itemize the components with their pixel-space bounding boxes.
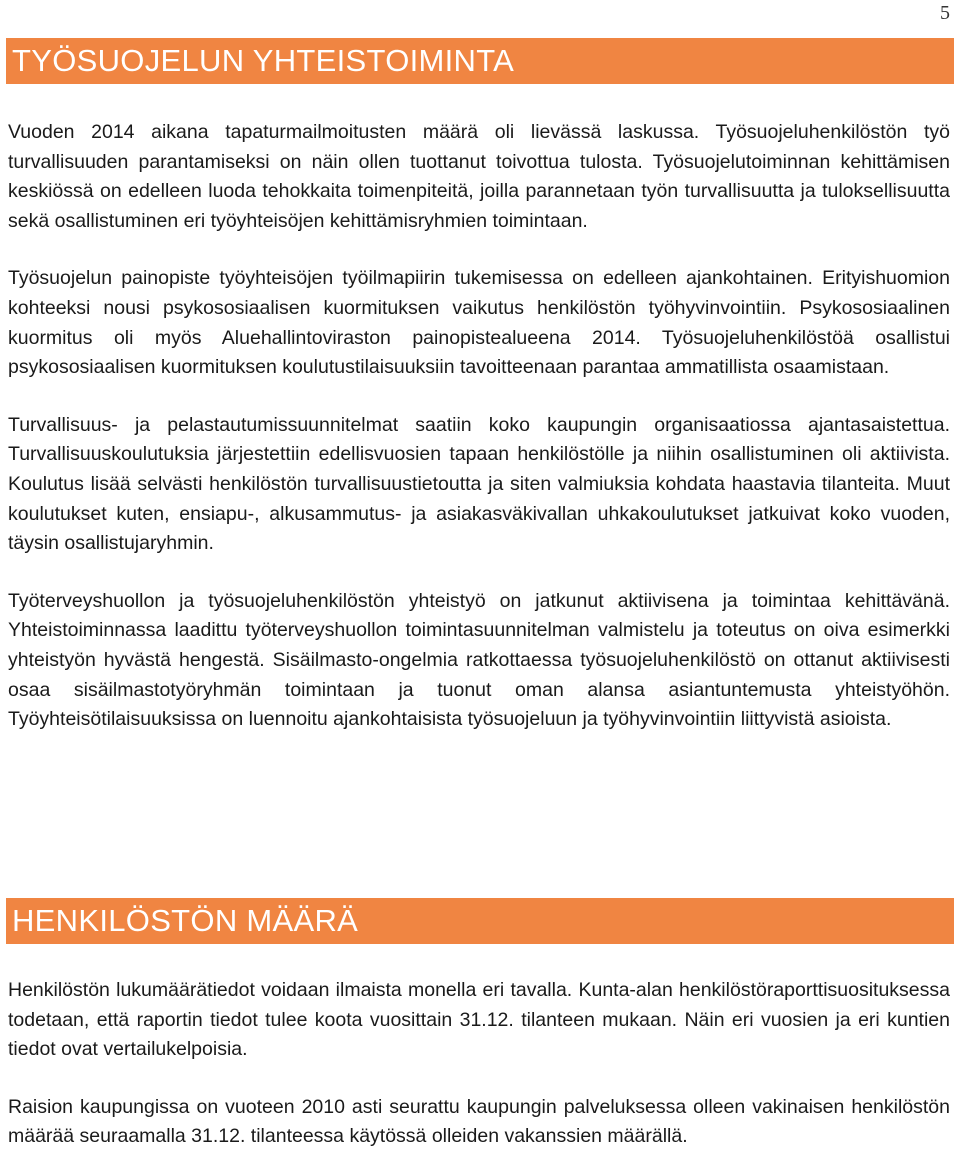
section-heading-text: HENKILÖSTÖN MÄÄRÄ <box>12 903 359 938</box>
paragraph: Henkilöstön lukumäärätiedot voidaan ilmaista monella eri tavalla. Kunta-alan henkilöstöraporttisuosituksessa todetaan, että raportin tiedot tulee koota vuosittain 31.12. tilanteen mukaan. Näin eri vuosien ja eri kuntien tiedot ovat vertailukelpoisia. <box>8 979 950 1061</box>
section-heading-text: TYÖSUOJELUN YHTEISTOIMINTA <box>12 43 515 78</box>
paragraph: Vuoden 2014 aikana tapaturmailmoitusten määrä oli lievässä laskussa. Työsuojeluhenkilöstön työ turvallisuuden parantamiseksi on näin ollen tuottanut toivottua tulosta. Työsuojelutoiminnan kehittämisen keskiössä on edelleen luoda tehokkaita toimenpiteitä, joilla parannetaan työn turvallisuutta ja tuloksellisuutta sekä osallistuminen eri työyhteisöjen kehittämisryhmien toimintaan. <box>8 121 950 232</box>
page-number: 5 <box>940 2 950 24</box>
paragraph: Raision kaupungissa on vuoteen 2010 asti seurattu kaupungin palveluksessa olleen vakinaisen henkilöstön määrää seuraamalla 31.12. tilanteessa käytössä olleiden vakanssien määrällä. <box>8 1095 950 1148</box>
section-body-tyosuojelu <box>8 118 950 735</box>
paragraph: Työterveyshuollon ja työsuojeluhenkilöstön yhteistyö on jatkunut aktiivisena ja toimintaa kehittävänä. Yhteistoiminnassa laadittu työterveyshuollon toimintasuunnitelman valmistelu ja toteutus on oiva esimerkki yhteistyön hyvästä hengestä. Sisäilmasto-ongelmia ratkottaessa työsuojeluhenkilöstö on ottanut aktiivisesti osaa sisäilmastotyöryhmän toimintaan ja tuonut oman alansa asiantuntemusta yhteistyöhön. Työyhteisötilaisuuksissa on luennoitu ajankohtaisista työsuojeluun ja työhyvinvointiin liittyvistä asioista. <box>8 589 950 731</box>
section-body-henkiloston-maara <box>8 976 950 1152</box>
section-heading-henkiloston-maara <box>6 898 954 944</box>
section-heading-tyosuojelu <box>6 38 954 84</box>
paragraph: Työsuojelun painopiste työyhteisöjen työilmapiirin tukemisessa on edelleen ajankohtainen. Erityishuomion kohteeksi nousi psykososiaalisen kuormituksen vaikutus henkilöstön työhyvinvointiin. Psykososiaalinen kuormitus oli myös Aluehallintoviraston painopistealueena 2014. Työsuojeluhenkilöstöä osallistui psykososiaalisen kuormituksen koulutustilaisuuksiin tavoitteenaan parantaa ammatillista osaamistaan. <box>8 267 950 379</box>
paragraph: Turvallisuus- ja pelastautumissuunnitelmat saatiin koko kaupungin organisaatiossa ajantasaistettua. Turvallisuuskoulutuksia järjestettiin edellisvuosien tapaan henkilöstölle ja niihin osallistuminen oli aktiivista. Koulutus lisää selvästi henkilöstön turvallisuustietoutta ja siten valmiuksia kohdata haastavia tilanteita. Muut koulutukset kuten, ensiapu-, alkusammutus- ja asiakasväkivallan uhkakoulutukset jatkuivat koko vuoden, täysin osallistujaryhmin. <box>8 413 950 555</box>
